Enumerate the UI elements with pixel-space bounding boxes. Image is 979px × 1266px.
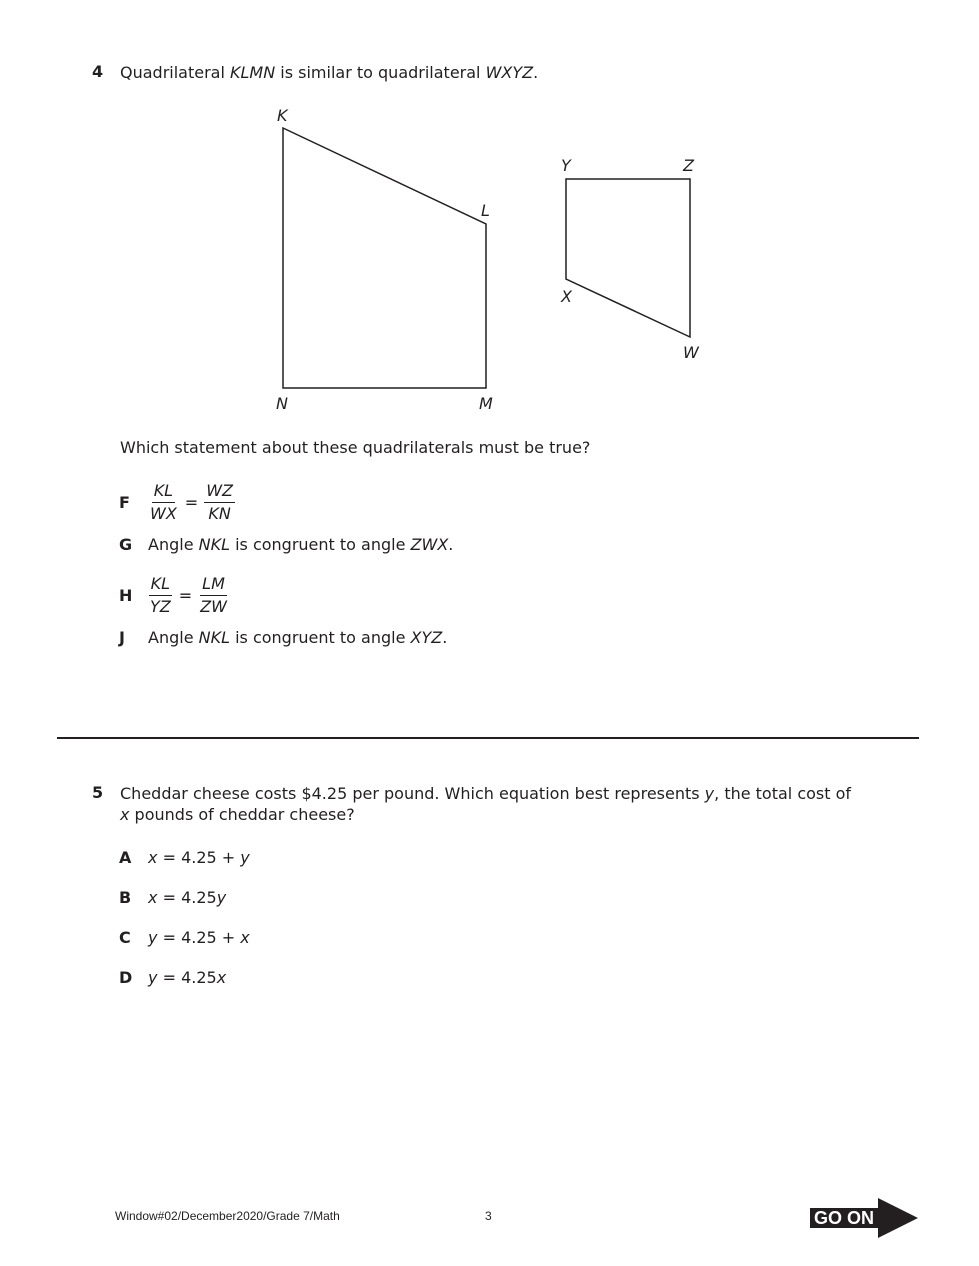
choice-f[interactable] xyxy=(119,481,235,523)
equals-sign: = xyxy=(184,492,199,512)
eq-number: 4.25 xyxy=(181,888,217,907)
vertex-label-m: M xyxy=(479,394,493,413)
eq-var: x xyxy=(216,968,227,987)
numerator: WZ xyxy=(204,481,235,503)
eq-lhs: y xyxy=(148,928,158,947)
vertex-label-l: L xyxy=(481,201,490,220)
choice-text: . xyxy=(448,535,454,554)
choice-letter: G xyxy=(119,535,133,554)
choice-letter: D xyxy=(119,968,133,987)
choice-letter: A xyxy=(119,848,132,867)
vertex-label-z: Z xyxy=(683,156,694,175)
eq-equals: = xyxy=(162,888,176,907)
angle-nkl: NKL xyxy=(198,535,230,554)
go-on-arrow xyxy=(810,1198,918,1238)
choice-h[interactable] xyxy=(119,574,229,616)
choice-letter: B xyxy=(119,888,132,907)
eq-lhs: x xyxy=(148,848,158,867)
choice-b[interactable] xyxy=(119,888,226,907)
angle-zwx: ZWX xyxy=(410,535,449,554)
stem-line-2 xyxy=(120,804,880,825)
stem-line-1 xyxy=(120,783,880,804)
choice-text: is congruent to angle xyxy=(230,535,411,554)
question-5-stem xyxy=(120,783,880,825)
stem-text: is similar to quadrilateral xyxy=(275,63,486,82)
eq-number: 4.25 xyxy=(181,968,217,987)
stem-text: Cheddar cheese costs $4.25 per pound. Which equation best represents xyxy=(120,784,705,803)
stem-var-klmn: KLMN xyxy=(230,63,276,82)
fraction-wz-kn xyxy=(204,481,235,524)
question-4-prompt: Which statement about these quadrilaterals must be true? xyxy=(120,438,591,457)
angle-xyz: XYZ xyxy=(410,628,443,647)
choice-letter: H xyxy=(119,585,133,605)
numerator: KL xyxy=(152,481,175,503)
vertex-label-x: X xyxy=(561,287,572,306)
eq-number: 4.25 xyxy=(181,928,217,947)
numerator: KL xyxy=(149,574,172,596)
choice-g[interactable] xyxy=(119,535,453,554)
numerator: LM xyxy=(200,574,227,596)
eq-var: y xyxy=(216,888,227,907)
eq-lhs: y xyxy=(148,968,158,987)
denominator: YZ xyxy=(150,596,171,616)
eq-equals: = xyxy=(162,928,176,947)
stem-var-wxyz: WXYZ xyxy=(485,63,534,82)
section-divider xyxy=(57,737,919,739)
eq-lhs: x xyxy=(148,888,158,907)
quadrilateral-klmn xyxy=(283,128,486,388)
choice-letter: F xyxy=(119,492,130,512)
denominator: ZW xyxy=(200,596,227,616)
go-on-label: GO ON xyxy=(814,1208,875,1228)
stem-text: , the total cost of xyxy=(714,784,852,803)
stem-var-y: y xyxy=(704,784,715,803)
choice-text: is congruent to angle xyxy=(230,628,411,647)
choice-a[interactable] xyxy=(119,848,250,867)
fraction-kl-wx xyxy=(148,481,179,524)
eq-operator: + xyxy=(221,848,236,867)
choice-j[interactable] xyxy=(119,628,447,647)
page-number: 3 xyxy=(485,1209,492,1223)
stem-text: Quadrilateral xyxy=(120,63,230,82)
quadrilateral-wxyz xyxy=(566,179,690,337)
stem-text: pounds of cheddar cheese? xyxy=(129,805,355,824)
eq-number: 4.25 xyxy=(181,848,217,867)
vertex-label-k: K xyxy=(277,106,288,125)
vertex-label-y: Y xyxy=(561,156,571,175)
eq-equals: = xyxy=(162,968,176,987)
eq-var: y xyxy=(240,848,250,867)
vertex-label-n: N xyxy=(276,394,288,413)
stem-var-x: x xyxy=(120,805,130,824)
question-5-number: 5 xyxy=(92,783,104,802)
footer-source: Window#02/December2020/Grade 7/Math xyxy=(115,1209,340,1223)
choice-letter: C xyxy=(119,928,131,947)
fraction-kl-yz xyxy=(148,574,173,617)
choice-text: Angle xyxy=(148,535,199,554)
eq-var: x xyxy=(240,928,250,947)
vertex-label-w: W xyxy=(683,343,699,362)
eq-equals: = xyxy=(162,848,176,867)
choice-d[interactable] xyxy=(119,968,226,987)
denominator: KN xyxy=(208,503,231,523)
stem-text: . xyxy=(533,63,539,82)
eq-operator: + xyxy=(221,928,236,947)
question-4-number: 4 xyxy=(92,62,104,81)
choice-text: . xyxy=(442,628,448,647)
equals-sign: = xyxy=(178,585,193,605)
choice-c[interactable] xyxy=(119,928,250,947)
choice-text: Angle xyxy=(148,628,199,647)
fraction-lm-zw xyxy=(198,574,229,617)
denominator: WX xyxy=(150,503,177,523)
choice-letter: J xyxy=(119,628,125,647)
angle-nkl: NKL xyxy=(198,628,230,647)
